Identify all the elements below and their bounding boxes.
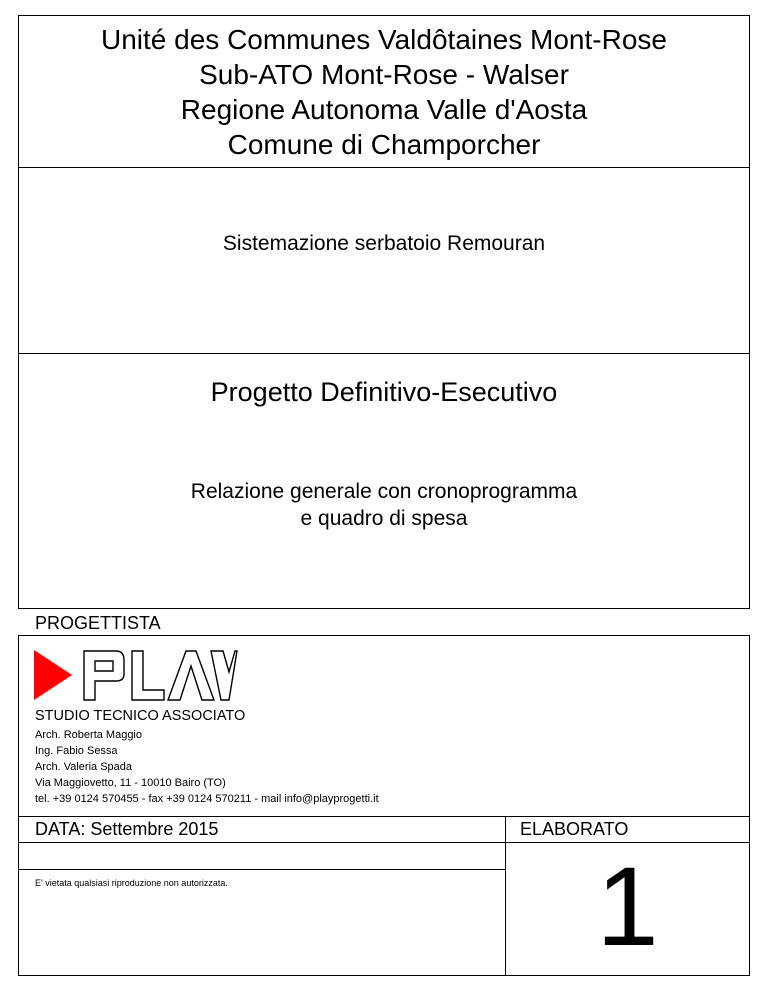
studio-contacts: tel. +39 0124 570455 - fax +39 0124 570211 - mail info@playprogetti.it <box>35 793 379 805</box>
member-3: Arch. Valeria Spada <box>35 761 133 773</box>
logo-letter-y <box>211 651 237 700</box>
copyright-warning: E' vietata qualsiasi riproduzione non autorizzata. <box>35 878 228 888</box>
studio-name: STUDIO TECNICO ASSOCIATO <box>35 708 246 724</box>
header-line-1: Unité des Communes Valdôtaines Mont-Rose <box>101 24 667 55</box>
header-line-2: Sub-ATO Mont-Rose - Walser <box>199 59 569 90</box>
play-triangle-icon <box>34 650 72 700</box>
studio-address: Via Maggiovetto, 11 - 10010 Bairo (TO) <box>35 777 226 789</box>
header-line-4: Comune di Champorcher <box>227 129 541 160</box>
header-line-3: Regione Autonoma Valle d'Aosta <box>180 94 588 125</box>
header-title-block <box>18 22 750 162</box>
logo-letter-a <box>168 651 214 700</box>
member-1: Arch. Roberta Maggio <box>35 729 142 741</box>
subject-box <box>18 167 750 354</box>
project-description <box>18 478 750 532</box>
play-logo <box>34 650 238 704</box>
project-title: Progetto Definitivo-Esecutivo <box>210 377 558 407</box>
member-2: Ing. Fabio Sessa <box>35 745 118 757</box>
project-description-line-1: Relazione generale con cronoprogramma <box>190 480 578 503</box>
project-description-line-2: e quadro di spesa <box>300 507 468 530</box>
designer-label: PROGETTISTA <box>35 613 161 633</box>
date-label: DATA: Settembre 2015 <box>35 819 219 839</box>
footer-row-line-1 <box>18 842 750 843</box>
elaborato-label: ELABORATO <box>520 819 629 839</box>
subject-title: Sistemazione serbatoio Remouran <box>222 232 546 255</box>
footer-row-line-2 <box>18 869 506 870</box>
logo-letter-l <box>132 651 164 700</box>
logo-letter-p <box>84 651 124 700</box>
elaborato-number: 1 <box>596 844 659 969</box>
